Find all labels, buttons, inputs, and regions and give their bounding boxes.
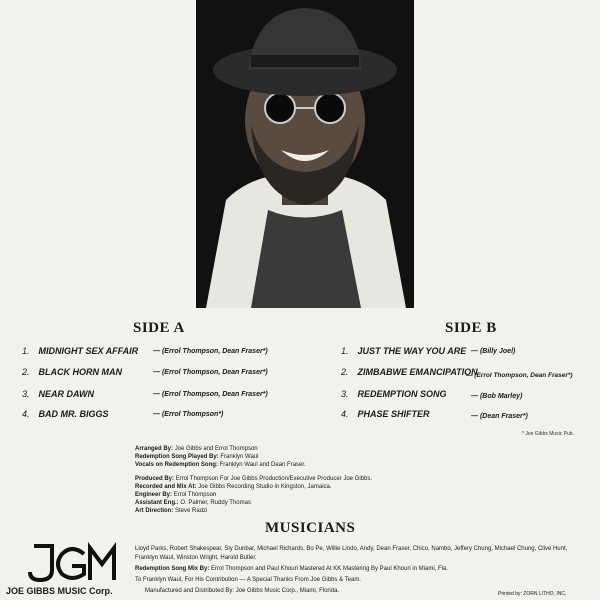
jgm-monogram-icon — [22, 527, 122, 584]
side-b-track-1-credit: — (Billy Joel) — [471, 348, 516, 355]
side-b-track-4-credit: — (Dean Fraser*) — [471, 413, 528, 420]
credit-thanks: To Franklyn Waul, For His Contribution — A Special Thanks From Joe Gibbs & Team. — [135, 577, 361, 583]
track-number: 4. — [341, 409, 349, 419]
side-a-track-2 — [22, 367, 122, 377]
cover-photo — [196, 0, 414, 308]
credit-vocals: Vocals on Redemption Song: Franklyn Waul and Dean Fraser. — [135, 462, 306, 468]
credits-group-1 — [135, 445, 306, 469]
side-a-track-4-credit: — (Errol Thompson*) — [153, 411, 224, 418]
side-a-heading: SIDE A — [133, 320, 185, 336]
track-number: 3. — [22, 389, 30, 399]
track-title: ZIMBABWE EMANCIPATION — [357, 367, 478, 377]
track-title: BAD MR. BIGGS — [38, 409, 109, 419]
musicians-list: Lloyd Parks, Robert Shakespear, Sly Dunbar, Michael Richards, Bo Pe, Willie Lindo, Andy, Dean Fraser, Chico, Nambo, Jeffery Chung, Michael Chung, Clive Hunt, Franklyn Waul, Winston Wright, Harold Butler. — [135, 546, 568, 561]
side-b-track-1 — [341, 346, 466, 356]
musicians-heading: MUSICIANS — [265, 520, 356, 536]
track-title: NEAR DAWN — [38, 389, 95, 399]
track-title: PHASE SHIFTER — [357, 409, 430, 419]
credit-engineer: Engineer By: Errol Thompson — [135, 492, 217, 498]
track-title: JUST THE WAY YOU ARE — [357, 346, 467, 356]
side-b-track-4 — [341, 409, 430, 419]
side-a-track-1-credit: — (Errol Thompson, Dean Fraser*) — [153, 348, 268, 355]
track-number: 1. — [22, 346, 30, 356]
track-number: 2. — [22, 367, 30, 377]
credit-art: Art Direction: Steve Radzi — [135, 508, 208, 514]
side-b-heading: SIDE B — [445, 320, 497, 336]
printer-credit: Printed by: ZORN LITHO, INC. — [498, 591, 567, 597]
label-company-name: JOE GIBBS MUSIC Corp. — [6, 586, 113, 596]
portrait-image — [196, 0, 414, 308]
track-title: REDEMPTION SONG — [357, 389, 447, 399]
side-a-track-2-credit: — (Errol Thompson, Dean Fraser*) — [153, 369, 268, 376]
credit-recorded: Recorded and Mix At: Joe Gibbs Recording Studio in Kingston, Jamaica. — [135, 484, 332, 490]
credits-group-2 — [135, 475, 372, 515]
musicians-section — [135, 545, 575, 596]
credit-redemption-played: Redemption Song Played By: Franklyn Waul — [135, 454, 259, 460]
side-a-track-4 — [22, 409, 109, 419]
side-a-track-3-credit: — (Errol Thompson, Dean Fraser*) — [153, 391, 268, 398]
track-number: 3. — [341, 389, 349, 399]
copyright-note: * Joe Gibbs Music Pub. — [522, 431, 574, 437]
track-number: 4. — [22, 409, 30, 419]
side-b-track-2 — [341, 367, 478, 377]
track-number: 2. — [341, 367, 349, 377]
side-a-track-1 — [22, 346, 138, 356]
credit-distributed: Manufactured and Distributed By: Joe Gibbs Music Corp., Miami, Florida. — [145, 588, 340, 594]
track-title: MIDNIGHT SEX AFFAIR — [38, 346, 139, 356]
monogram-text: JGM — [22, 527, 56, 544]
side-a-track-3 — [22, 389, 94, 399]
credit-arranged: Arranged By: Joe Gibbs and Errol Thompson — [135, 446, 258, 452]
side-b-track-3 — [341, 389, 447, 399]
track-number: 1. — [341, 346, 349, 356]
credit-assistant: Assistant Eng.: O. Palmer, Ruddy Thomas — [135, 500, 251, 506]
label-logo — [22, 527, 122, 584]
side-b-track-3-credit: — (Bob Marley) — [471, 393, 523, 400]
side-b-track-2-credit: — (Errol Thompson, Dean Fraser*) — [466, 372, 573, 379]
credit-produced: Produced By: Errol Thompson For Joe Gibbs Production/Executive Producer Joe Gibbs. — [135, 476, 373, 482]
credit-mix: Redemption Song Mix By: Errol Thompson and Paul Khouri Mastered At KK Mastering By Paul Khouri in Miami, Fla. — [135, 566, 449, 572]
track-title: BLACK HORN MAN — [38, 367, 123, 377]
